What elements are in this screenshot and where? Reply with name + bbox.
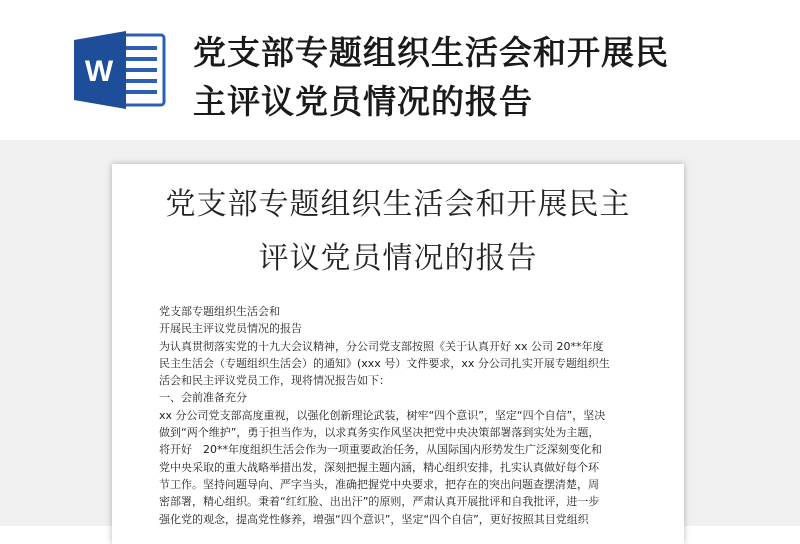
document-line: 节工作。坚持问题导向、严字当头，准确把握党中央要求，把存在的突出问题查摆清楚，周 xyxy=(159,477,599,491)
header-title-line-2: 主评议党员情况的报告 xyxy=(193,82,533,121)
word-icon xyxy=(74,31,170,109)
document-line: 将开好 20**年度组织生活会作为一项重要政治任务，从国际国内形势发生广泛深刻变化和 xyxy=(159,443,602,457)
document-line: 党支部专题组织生活会和 xyxy=(159,305,280,318)
document-title xyxy=(112,178,684,286)
document-line: 开展民主评议党员情况的报告 xyxy=(159,322,302,336)
document-title-line-2: 评议党员情况的报告 xyxy=(258,241,538,276)
header-title-line-1: 党支部专题组织生活会和开展民 xyxy=(193,33,669,72)
document-line: 党中央采取的重大战略举措出发，深刻把握主题内涵，精心组织安排，扎实认真做好每个环 xyxy=(159,460,599,474)
document-line: 密部署，精心组织。秉着“红红脸、出出汗”的原则，严肃认真开展批评和自我批评，进一步 xyxy=(159,495,600,509)
document-line: 做到“两个维护”，勇于担当作为，以求真务实作风坚决把党中央决策部署落到实处为主题， xyxy=(159,426,600,440)
header-title xyxy=(193,28,793,126)
document-line: 民主生活会（专题组织生活会）的通知》(xxx 号）文件要求，xx 分公司扎实开展专题组织生 xyxy=(159,356,610,370)
document-line: 一、会前准备充分 xyxy=(159,391,247,405)
document-line: xx 分公司党支部高度重视，以强化创新理论武装，树牢“四个意识”，坚定“四个自信”，坚决 xyxy=(159,408,606,422)
document-title-line-1: 党支部专题组织生活会和开展民主 xyxy=(165,187,631,222)
document-line: 强化党的观念，提高党性修养，增强“四个意识”，坚定“四个自信”，更好按照其目党组织 xyxy=(159,512,589,526)
header xyxy=(0,0,800,140)
document-line: 活会和民主评议党员工作，现将情况报告如下： xyxy=(159,374,390,388)
svg-text:W: W xyxy=(84,55,114,88)
document-body xyxy=(159,303,643,528)
document-page xyxy=(112,164,684,544)
document-line: 为认真贯彻落实党的十九大会议精神，分公司党支部按照《关于认真开好 xx 公司 20**年度 xyxy=(159,339,604,353)
